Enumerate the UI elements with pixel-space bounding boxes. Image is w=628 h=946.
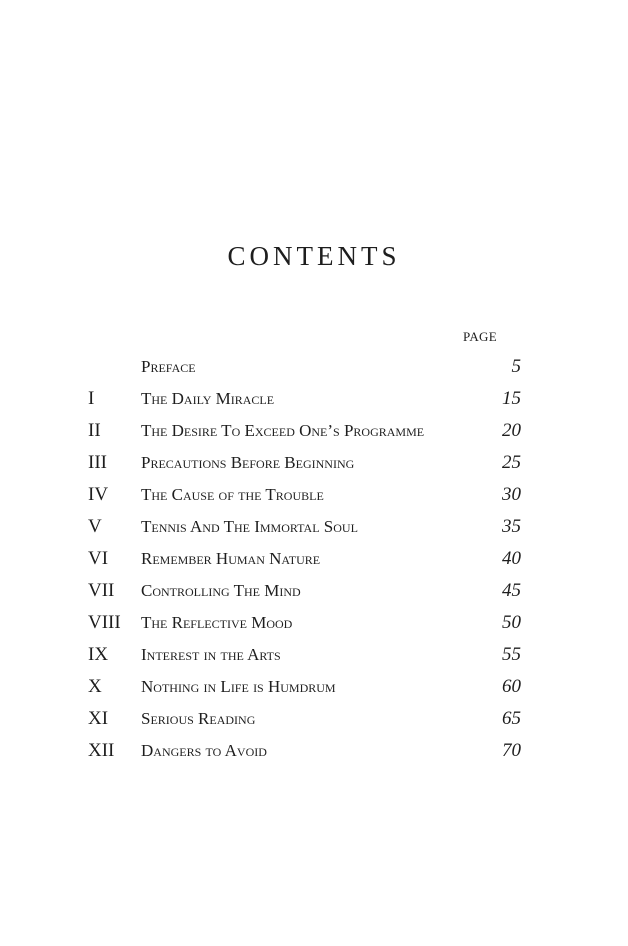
toc-entry-preface[interactable] [88, 353, 524, 385]
chapter-number: I [88, 388, 95, 409]
toc-entry-3[interactable] [88, 449, 524, 481]
page-number: 55 [502, 644, 521, 665]
toc-entry-12[interactable] [88, 737, 524, 769]
page-number: 45 [502, 580, 521, 601]
chapter-title: The Daily Miracle [141, 389, 275, 408]
page-number: 15 [502, 388, 521, 409]
chapter-title: Precautions Before Beginning [141, 453, 355, 472]
chapter-title: Remember Human Nature [141, 549, 321, 568]
page-column-header: PAGE [463, 329, 497, 344]
toc-entry-5[interactable] [88, 513, 524, 545]
page-number: 70 [502, 740, 521, 761]
chapter-title: Dangers to Avoid [141, 741, 267, 760]
page-number: 50 [502, 612, 521, 633]
chapter-number: II [88, 420, 101, 441]
chapter-title: Interest in the Arts [141, 645, 281, 664]
page-number: 40 [502, 548, 521, 569]
page-title: CONTENTS [227, 241, 401, 271]
toc-entry-4[interactable] [88, 481, 524, 513]
toc-entry-8[interactable] [88, 609, 524, 641]
chapter-number: X [88, 676, 102, 697]
table-of-contents [88, 353, 524, 769]
chapter-title: The Cause of the Trouble [141, 485, 324, 504]
chapter-number: VIII [88, 612, 121, 633]
page-number: 65 [502, 708, 521, 729]
page-number: 60 [502, 676, 521, 697]
chapter-number: III [88, 452, 107, 473]
toc-entry-2[interactable] [88, 417, 524, 449]
chapter-number: IX [88, 644, 109, 665]
page-number: 35 [502, 516, 521, 537]
chapter-title: Tennis And The Immortal Soul [141, 517, 358, 536]
chapter-title: The Desire To Exceed One’s Programme [141, 421, 425, 440]
chapter-title: Nothing in Life is Humdrum [141, 677, 336, 696]
chapter-title: Serious Reading [141, 709, 256, 728]
chapter-number: VII [88, 580, 115, 601]
page-number: 20 [502, 420, 521, 441]
toc-entry-6[interactable] [88, 545, 524, 577]
page-number: 5 [511, 356, 521, 377]
toc-entry-11[interactable] [88, 705, 524, 737]
chapter-title: Controlling The Mind [141, 581, 301, 600]
toc-entry-1[interactable] [88, 385, 524, 417]
toc-entry-10[interactable] [88, 673, 524, 705]
chapter-number: IV [88, 484, 109, 505]
page-number: 30 [502, 484, 521, 505]
chapter-number: VI [88, 548, 109, 569]
chapter-number: V [88, 516, 102, 537]
page-number: 25 [502, 452, 521, 473]
chapter-number: XII [88, 740, 115, 761]
chapter-number: XI [88, 708, 109, 729]
toc-entry-7[interactable] [88, 577, 524, 609]
chapter-title: The Reflective Mood [141, 613, 293, 632]
chapter-title: Preface [141, 357, 196, 376]
toc-entry-9[interactable] [88, 641, 524, 673]
